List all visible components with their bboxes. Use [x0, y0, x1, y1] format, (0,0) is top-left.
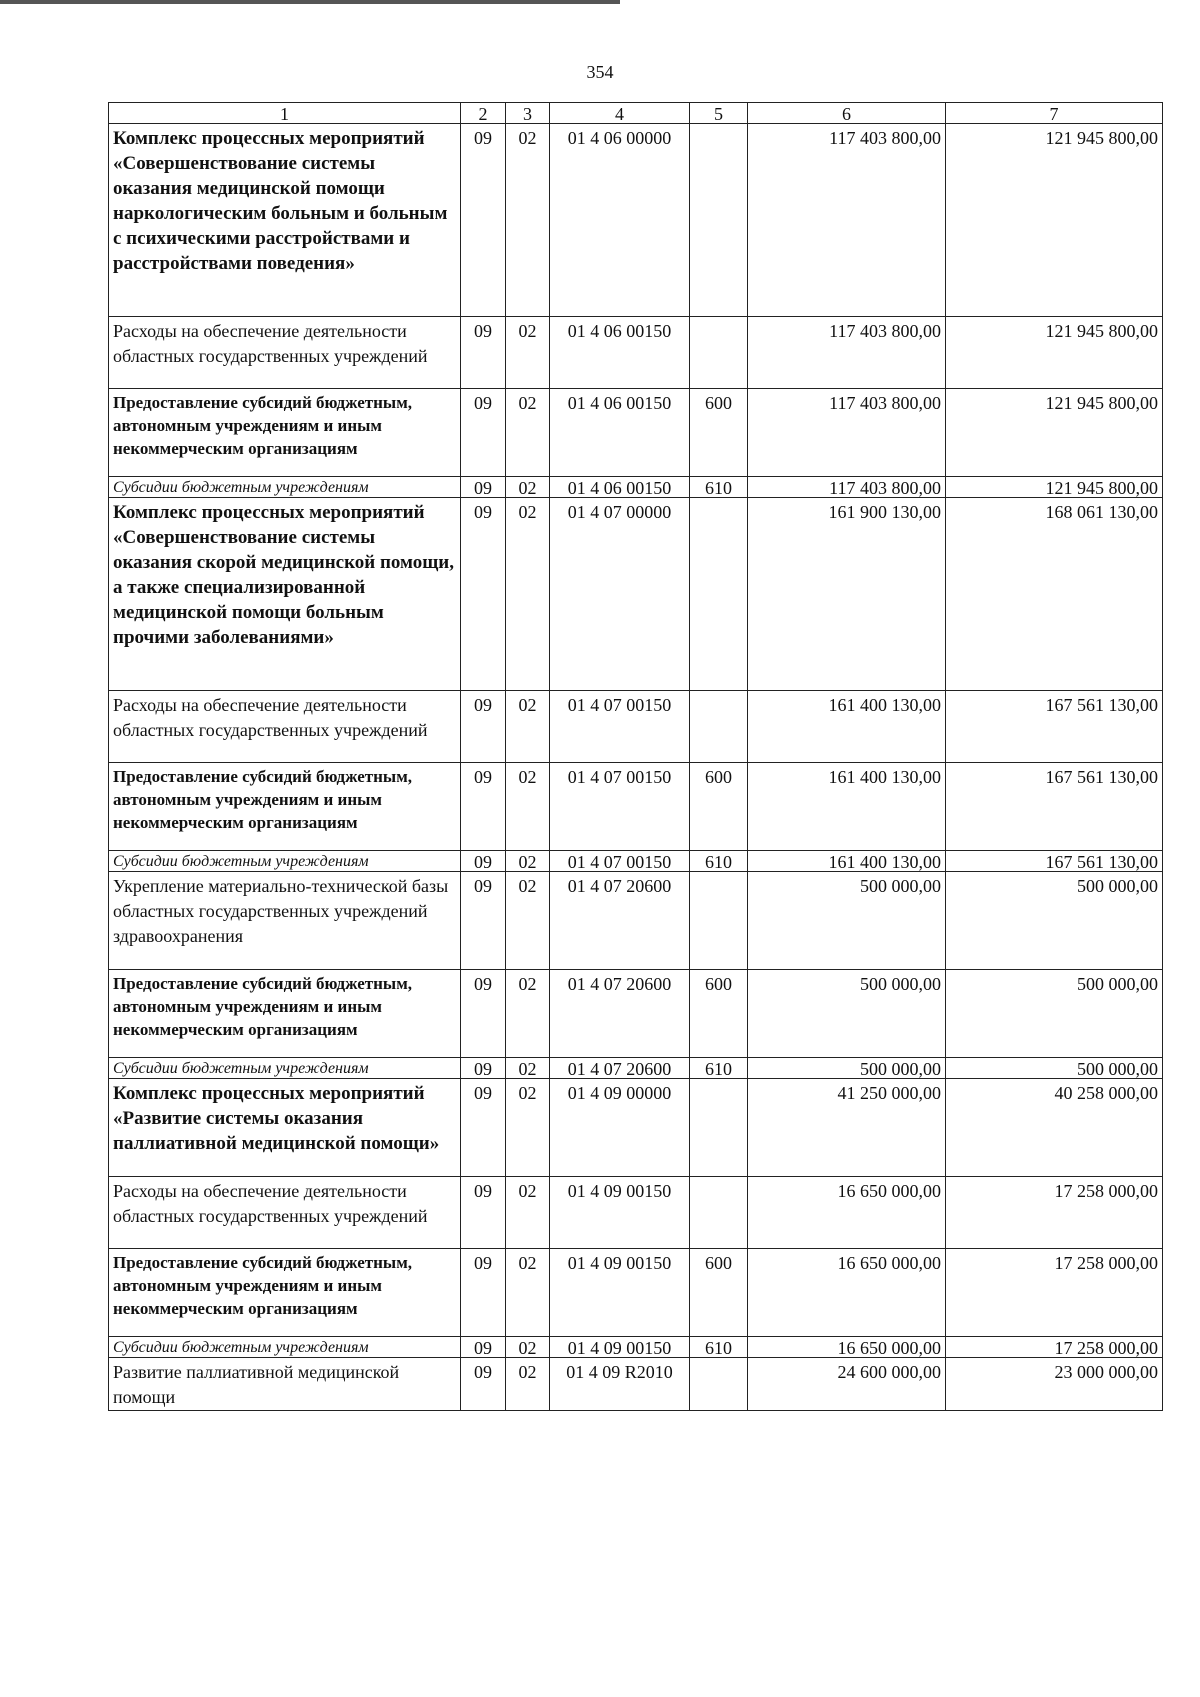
scan-edge [0, 0, 620, 4]
target-article-code: 01 4 09 R2010 [550, 1358, 690, 1411]
row-name: Субсидии бюджетным учреждениям [109, 1337, 461, 1358]
amount-year-1: 500 000,00 [748, 872, 946, 970]
expense-type-code: 610 [690, 1337, 748, 1358]
row-name: Субсидии бюджетным учреждениям [109, 851, 461, 872]
expense-type-code [690, 498, 748, 691]
table-row [109, 498, 1163, 691]
target-article-code: 01 4 06 00150 [550, 477, 690, 498]
amount-year-1: 500 000,00 [748, 1058, 946, 1079]
row-name: Развитие паллиативной медицинской помощи [109, 1358, 461, 1411]
target-article-code: 01 4 07 20600 [550, 872, 690, 970]
section-code: 09 [461, 872, 506, 970]
target-article-code: 01 4 09 00150 [550, 1337, 690, 1358]
target-article-code: 01 4 09 00150 [550, 1177, 690, 1249]
row-name: Комплекс процессных мероприятий «Совершенствование системы оказания медицинской помощи наркологическим больным и больным с психическими расстройствами и расстройствами поведения» [109, 124, 461, 317]
table-row [109, 317, 1163, 389]
column-header: 5 [690, 103, 748, 124]
section-code: 09 [461, 1358, 506, 1411]
column-header: 6 [748, 103, 946, 124]
subsection-code: 02 [506, 970, 550, 1058]
column-header: 7 [946, 103, 1163, 124]
amount-year-1: 500 000,00 [748, 970, 946, 1058]
target-article-code: 01 4 06 00000 [550, 124, 690, 317]
table-row [109, 970, 1163, 1058]
subsection-code: 02 [506, 1079, 550, 1177]
target-article-code: 01 4 06 00150 [550, 317, 690, 389]
subsection-code: 02 [506, 498, 550, 691]
table-row [109, 1249, 1163, 1337]
expense-type-code [690, 872, 748, 970]
subsection-code: 02 [506, 124, 550, 317]
amount-year-1: 24 600 000,00 [748, 1358, 946, 1411]
subsection-code: 02 [506, 1058, 550, 1079]
amount-year-2: 121 945 800,00 [946, 389, 1163, 477]
subsection-code: 02 [506, 317, 550, 389]
row-name: Укрепление материально-технической базы областных государственных учреждений здравоохранения [109, 872, 461, 970]
budget-table [108, 102, 1163, 1411]
table-row [109, 851, 1163, 872]
amount-year-2: 167 561 130,00 [946, 851, 1163, 872]
expense-type-code [690, 691, 748, 763]
amount-year-2: 168 061 130,00 [946, 498, 1163, 691]
table-row [109, 1058, 1163, 1079]
amount-year-1: 117 403 800,00 [748, 477, 946, 498]
expense-type-code: 610 [690, 1058, 748, 1079]
section-code: 09 [461, 477, 506, 498]
column-header: 3 [506, 103, 550, 124]
column-header: 4 [550, 103, 690, 124]
target-article-code: 01 4 09 00150 [550, 1249, 690, 1337]
section-code: 09 [461, 1177, 506, 1249]
amount-year-2: 121 945 800,00 [946, 317, 1163, 389]
row-name: Расходы на обеспечение деятельности областных государственных учреждений [109, 317, 461, 389]
section-code: 09 [461, 124, 506, 317]
expense-type-code: 610 [690, 851, 748, 872]
row-name: Комплекс процессных мероприятий «Совершенствование системы оказания скорой медицинской помощи, а также специализированной медицинской помощи больным прочими заболеваниями» [109, 498, 461, 691]
subsection-code: 02 [506, 763, 550, 851]
expense-type-code [690, 1358, 748, 1411]
section-code: 09 [461, 691, 506, 763]
amount-year-1: 161 900 130,00 [748, 498, 946, 691]
table-row [109, 1337, 1163, 1358]
target-article-code: 01 4 07 00000 [550, 498, 690, 691]
section-code: 09 [461, 498, 506, 691]
table-row [109, 477, 1163, 498]
amount-year-2: 167 561 130,00 [946, 763, 1163, 851]
amount-year-1: 117 403 800,00 [748, 317, 946, 389]
amount-year-1: 16 650 000,00 [748, 1249, 946, 1337]
target-article-code: 01 4 07 00150 [550, 851, 690, 872]
amount-year-1: 117 403 800,00 [748, 389, 946, 477]
section-code: 09 [461, 1079, 506, 1177]
table-row [109, 389, 1163, 477]
subsection-code: 02 [506, 389, 550, 477]
subsection-code: 02 [506, 1358, 550, 1411]
table-row [109, 872, 1163, 970]
amount-year-2: 500 000,00 [946, 872, 1163, 970]
amount-year-2: 167 561 130,00 [946, 691, 1163, 763]
section-code: 09 [461, 1337, 506, 1358]
amount-year-2: 121 945 800,00 [946, 477, 1163, 498]
row-name: Расходы на обеспечение деятельности областных государственных учреждений [109, 1177, 461, 1249]
amount-year-2: 23 000 000,00 [946, 1358, 1163, 1411]
section-code: 09 [461, 851, 506, 872]
column-header: 2 [461, 103, 506, 124]
amount-year-1: 41 250 000,00 [748, 1079, 946, 1177]
amount-year-1: 161 400 130,00 [748, 763, 946, 851]
row-name: Предоставление субсидий бюджетным, автономным учреждениям и иным некоммерческим организациям [109, 1249, 461, 1337]
row-name: Комплекс процессных мероприятий «Развитие системы оказания паллиативной медицинской помощи» [109, 1079, 461, 1177]
expense-type-code [690, 124, 748, 317]
amount-year-1: 16 650 000,00 [748, 1177, 946, 1249]
target-article-code: 01 4 07 20600 [550, 970, 690, 1058]
table-row [109, 691, 1163, 763]
amount-year-1: 117 403 800,00 [748, 124, 946, 317]
expense-type-code: 600 [690, 970, 748, 1058]
target-article-code: 01 4 06 00150 [550, 389, 690, 477]
table-row [109, 1079, 1163, 1177]
table-row [109, 1358, 1163, 1411]
expense-type-code [690, 317, 748, 389]
row-name: Предоставление субсидий бюджетным, автономным учреждениям и иным некоммерческим организациям [109, 970, 461, 1058]
amount-year-2: 500 000,00 [946, 970, 1163, 1058]
amount-year-2: 17 258 000,00 [946, 1337, 1163, 1358]
column-header: 1 [109, 103, 461, 124]
amount-year-2: 40 258 000,00 [946, 1079, 1163, 1177]
amount-year-2: 17 258 000,00 [946, 1177, 1163, 1249]
table-row [109, 1177, 1163, 1249]
subsection-code: 02 [506, 851, 550, 872]
page-number: 354 [586, 62, 614, 82]
amount-year-2: 500 000,00 [946, 1058, 1163, 1079]
subsection-code: 02 [506, 1337, 550, 1358]
subsection-code: 02 [506, 1249, 550, 1337]
amount-year-1: 161 400 130,00 [748, 691, 946, 763]
section-code: 09 [461, 970, 506, 1058]
target-article-code: 01 4 07 00150 [550, 691, 690, 763]
section-code: 09 [461, 1249, 506, 1337]
expense-type-code: 610 [690, 477, 748, 498]
subsection-code: 02 [506, 872, 550, 970]
amount-year-2: 121 945 800,00 [946, 124, 1163, 317]
subsection-code: 02 [506, 1177, 550, 1249]
target-article-code: 01 4 09 00000 [550, 1079, 690, 1177]
table-row [109, 763, 1163, 851]
expense-type-code [690, 1079, 748, 1177]
expense-type-code: 600 [690, 389, 748, 477]
section-code: 09 [461, 389, 506, 477]
expense-type-code [690, 1177, 748, 1249]
amount-year-1: 161 400 130,00 [748, 851, 946, 872]
amount-year-1: 16 650 000,00 [748, 1337, 946, 1358]
expense-type-code: 600 [690, 763, 748, 851]
subsection-code: 02 [506, 477, 550, 498]
target-article-code: 01 4 07 20600 [550, 1058, 690, 1079]
row-name: Предоставление субсидий бюджетным, автономным учреждениям и иным некоммерческим организациям [109, 763, 461, 851]
section-code: 09 [461, 1058, 506, 1079]
table-header-row [109, 103, 1163, 124]
row-name: Расходы на обеспечение деятельности областных государственных учреждений [109, 691, 461, 763]
target-article-code: 01 4 07 00150 [550, 763, 690, 851]
expense-type-code: 600 [690, 1249, 748, 1337]
section-code: 09 [461, 763, 506, 851]
section-code: 09 [461, 317, 506, 389]
row-name: Субсидии бюджетным учреждениям [109, 477, 461, 498]
row-name: Субсидии бюджетным учреждениям [109, 1058, 461, 1079]
row-name: Предоставление субсидий бюджетным, автономным учреждениям и иным некоммерческим организациям [109, 389, 461, 477]
table-row [109, 124, 1163, 317]
amount-year-2: 17 258 000,00 [946, 1249, 1163, 1337]
subsection-code: 02 [506, 691, 550, 763]
